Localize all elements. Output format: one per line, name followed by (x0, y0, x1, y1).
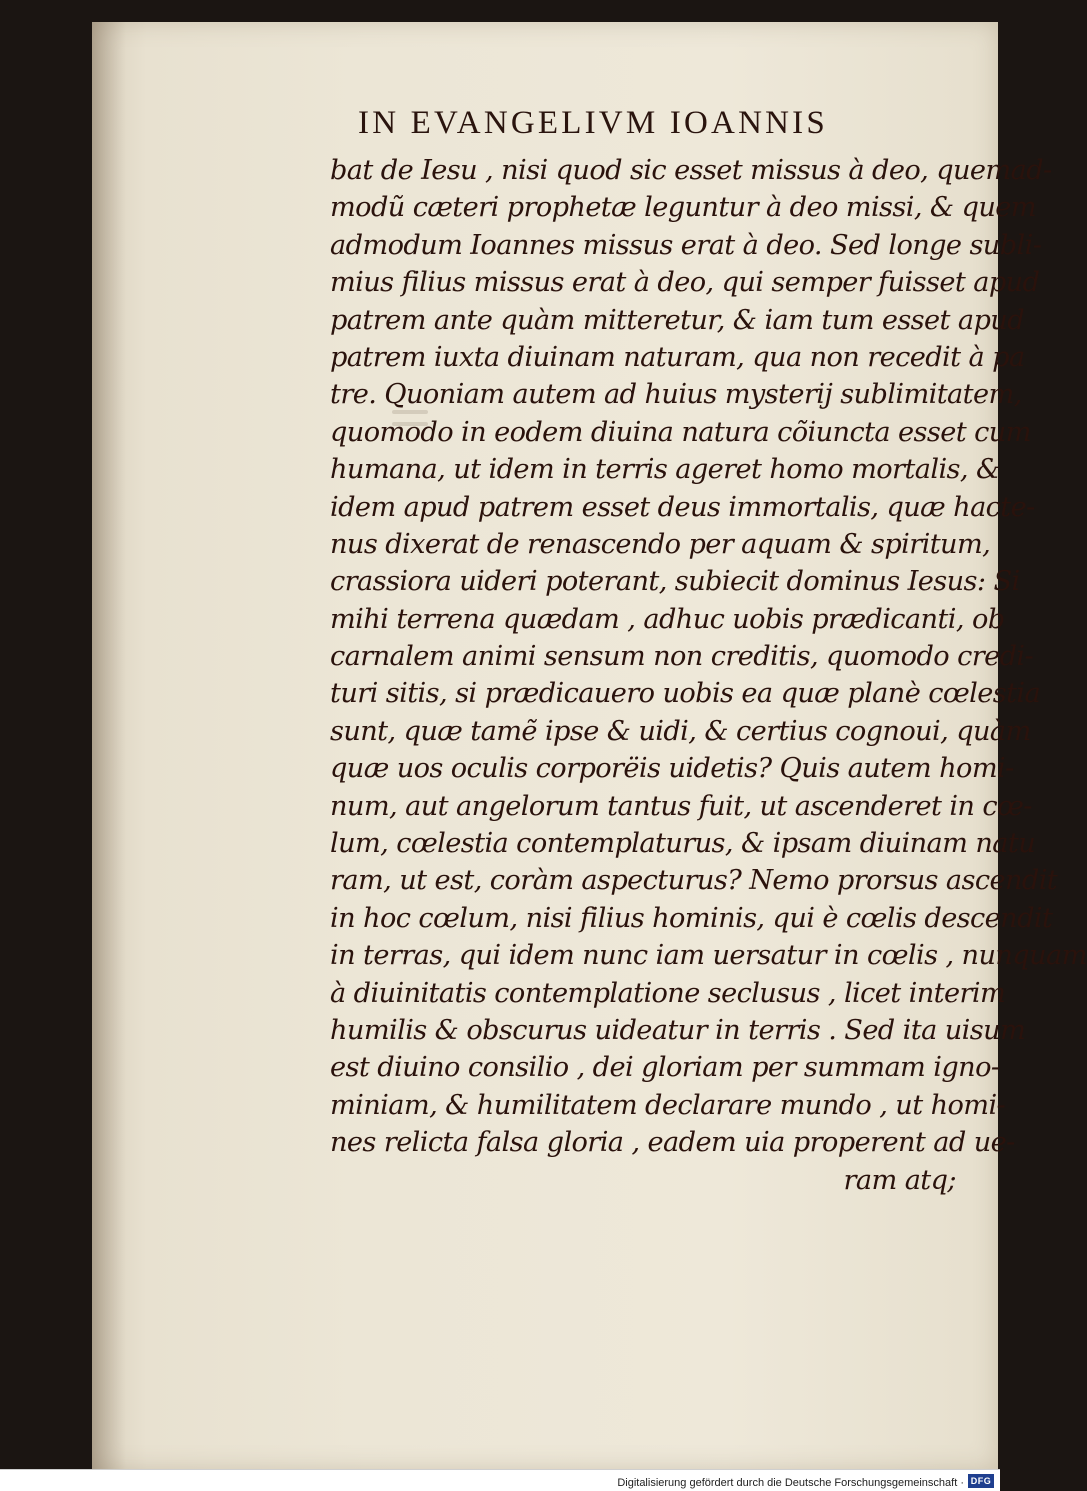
dfg-logo: DFG (968, 1474, 994, 1488)
catchword: ram atq; (843, 1164, 956, 1196)
text-line: sunt, quæ tamẽ ipse & uidi, & certius cognoui, quàm (330, 715, 1031, 747)
text-line: in hoc cœlum, nisi filius hominis, qui è cœlis descendit (330, 902, 1053, 934)
text-line: est diuino consilio , dei gloriam per summam igno- (330, 1052, 1000, 1084)
text-block (330, 152, 1087, 1199)
footer-bar (0, 1469, 1000, 1491)
text-line: modũ cæteri prophetæ leguntur à deo missi, & quem (330, 192, 1036, 224)
text-line: humilis & obscurus uideatur in terris . Sed ita uisum (330, 1014, 1026, 1046)
text-line: idem apud patrem esset deus immortalis, quæ hacte- (330, 491, 1035, 523)
text-line: carnalem animi sensum non creditis, quomodo credi- (330, 641, 1034, 673)
text-line: à diuinitatis contemplatione seclusus , licet interim (330, 977, 1006, 1009)
text-line: patrem iuxta diuinam naturam, qua non recedit à pa (330, 341, 1025, 373)
text-line: quæ uos oculis corporëis uidetis? Quis autem homi- (330, 753, 1014, 785)
text-line: patrem ante quàm mitteretur, & iam tum esset apud (330, 304, 1025, 336)
text-line: ram, ut est, coràm aspecturus? Nemo prorsus ascendit (330, 865, 1058, 897)
text-line: turi sitis, si prædicauero uobis ea quæ planè cœlestia (330, 678, 1041, 710)
text-line: quomodo in eodem diuina natura cõiuncta esset cum (330, 416, 1031, 448)
text-line: bat de Iesu , nisi quod sic esset missus à deo, quemad- (330, 155, 1052, 186)
text-line: tre. Quoniam autem ad huius mysterij sublimitatem, (330, 379, 1022, 411)
running-head: IN EVANGELIVM IOANNIS (358, 105, 828, 141)
text-line: mihi terrena quædam , adhuc uobis prædicanti, ob (330, 603, 1005, 635)
text-line: admodum Ioannes missus erat à deo. Sed longe subli- (330, 229, 1042, 261)
text-line: crassiora uideri poterant, subiecit dominus Iesus: Si (330, 566, 1020, 598)
text-line: miniam, & humilitatem declarare mundo , ut homi- (330, 1089, 1006, 1121)
text-line: humana, ut idem in terris ageret homo mortalis, & (330, 454, 1000, 486)
text-line: nus dixerat de renascendo per aquam & spiritum, (330, 528, 991, 560)
text-line: num, aut angelorum tantus fuit, ut ascenderet in cœ- (330, 790, 1032, 822)
footer-credit: Digitalisierung gefördert durch die Deutsche Forschungsgemeinschaft · (617, 1477, 964, 1489)
text-line: in terras, qui idem nunc iam uersatur in cœlis , nunquam (330, 940, 1087, 972)
text-line: mius filius missus erat à deo, qui semper fuisset apud (330, 267, 1040, 299)
text-line: nes relicta falsa gloria , eadem uia properent ad ue- (330, 1127, 1015, 1159)
text-line: lum, cœlestia contemplaturus, & ipsam diuinam natu (330, 828, 1036, 860)
